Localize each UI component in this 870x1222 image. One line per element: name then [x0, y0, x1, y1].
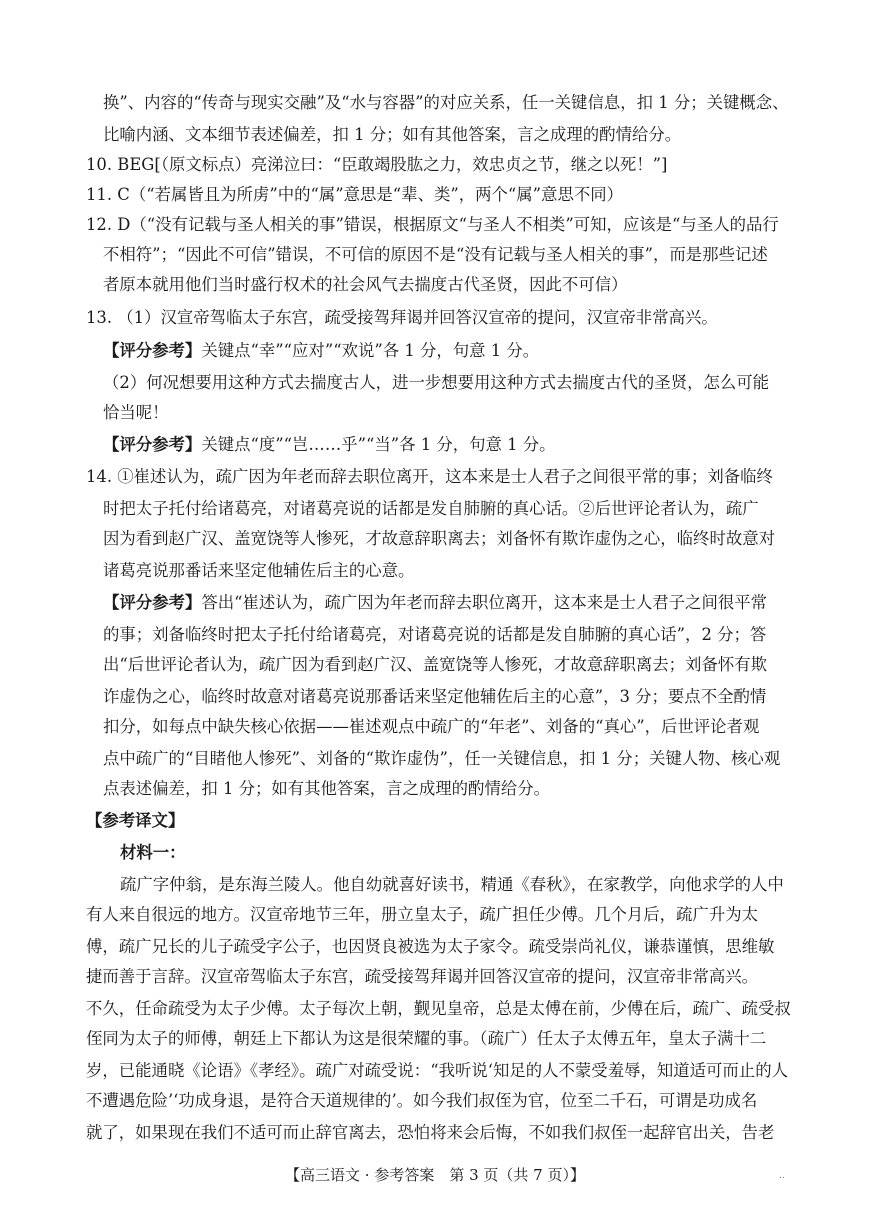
- text-line: 比喻内涵、文本细节表述偏差，扣 1 分；如有其他答案，言之成理的酌情给分。: [103, 125, 682, 144]
- text-line: 出“后世评论者认为，疏广因为看到赵广汉、盖宽饶等人惨死，才故意辞职离去；刘备怀有欺: [103, 655, 768, 674]
- text-line: 诸葛亮说那番话来坚定他辅佐后主的心意。: [103, 561, 415, 580]
- answer-12: 12. D（“没有记载与圣人相关的事”错误，根据原文“与圣人不相类”可知，应该是“与圣人的品行: [86, 215, 779, 234]
- answer-11: 11. C（“若属皆且为所虏”中的“属”意思是“辈、类”，两个“属”意思不同）: [86, 185, 624, 204]
- text-line: 点中疏广的“目睹他人惨死”、刘备的“欺诈虚伪”，任一关键信息，扣 1 分；关键人物、核心观: [103, 749, 781, 768]
- text-line: 不相符”；“因此不可信”错误，不可信的原因不是“没有记载与圣人相关的事”，而是那些记述: [103, 245, 768, 264]
- translation-ref-tag: 【参考译文】: [86, 811, 185, 830]
- translation-line: 就了，如果现在我们不适可而止辞官离去，恐怕将来会后悔，不如我们叔侄一起辞官出关，告老: [86, 1123, 775, 1142]
- score-line: [103, 340, 539, 362]
- translation-line: 侄同为太子的师傅，朝廷上下都认为这是很荣耀的事。（疏广）任太子太傅五年，皇太子满十二: [86, 1029, 767, 1048]
- translation-line: 有人来自很远的地方。汉宣帝地节三年，册立皇太子，疏广担任少傅。几个月后，疏广升为太: [86, 905, 759, 924]
- score-ref-tag: 【评分参考】: [103, 341, 202, 360]
- text-line: 的事；刘备临终时把太子托付给诸葛亮，对诸葛亮说的话都是发自肺腑的真心话”，2 分；答: [103, 625, 767, 644]
- translation-line: 捷而善于言辞。汉宣帝驾临太子东宫，疏受接驾拜谒并回答汉宣帝的提问，汉宣帝非常高兴。: [86, 967, 759, 986]
- text-line: 时把太子托付给诸葛亮，对诸葛亮说的话都是发自肺腑的真心话。②后世评论者认为，疏广: [103, 499, 759, 518]
- score-line: [103, 434, 556, 456]
- score-text: 关键点“幸”“应对”“欢说”各 1 分，句意 1 分。: [201, 341, 540, 360]
- page-footer: 【高三语文 · 参考答案 第 3 页（共 7 页）】: [285, 1166, 585, 1184]
- translation-line: 岁，已能通晓《论语》《孝经》。疏广对疏受说：“我听说‘知足的人不蒙受羞辱，知道适可而止的人: [86, 1061, 788, 1080]
- score-text: 关键点“度”“岂……乎”“当”各 1 分，句意 1 分。: [201, 435, 556, 454]
- answer-13: 13. （1）汉宣帝驾临太子东宫，疏受接驾拜谒并回答汉宣帝的提问，汉宣帝非常高兴。: [86, 308, 718, 327]
- text-line: 诈虚伪之心，临终时故意对诸葛亮说那番话来坚定他辅佐后主的心意”，3 分；要点不全酌情: [103, 687, 767, 706]
- score-line: [103, 592, 767, 614]
- text-line: 点表述偏差，扣 1 分；如有其他答案，言之成理的酌情给分。: [103, 779, 551, 798]
- translation-line: 不遭遇危险’‘功成身退，是符合天道规律的’。如今我们叔侄为官，位至二千石，可谓是功成名: [86, 1091, 758, 1110]
- text-line: （2）何况想要用这种方式去揣度古人，进一步想要用这种方式去揣度古代的圣贤，怎么可能: [103, 373, 770, 392]
- translation-line: 疏广字仲翁，是东海兰陵人。他自幼就喜好读书，精通《春秋》，在家教学，向他求学的人中: [120, 875, 784, 894]
- text-line: 因为看到赵广汉、盖宽饶等人惨死，才故意辞职离去；刘备怀有欺诈虚伪之心，临终时故意对: [103, 529, 776, 548]
- translation-line: 傅，疏广兄长的儿子疏受字公子，也因贤良被选为太子家令。疏受崇尚礼仪，谦恭谨慎，思维敏: [86, 937, 775, 956]
- translation-heading: [86, 810, 184, 832]
- score-ref-tag: 【评分参考】: [103, 435, 202, 454]
- text-line: 者原本就用他们当时盛行权术的社会风气去揣度古代圣贤，因此不可信）: [103, 275, 628, 294]
- text-line: 恰当呢！: [103, 403, 169, 422]
- text-line: 扣分，如每点中缺失核心依据——崔述观点中疏广的“年老”、刘备的“真心”，后世评论者观: [103, 717, 760, 736]
- score-text: 答出“崔述认为，疏广因为年老而辞去职位离开，这本来是士人君子之间很平常: [201, 593, 768, 612]
- answer-14: 14. ①崔述认为，疏广因为年老而辞去职位离开，这本来是士人君子之间很平常的事；刘备临终: [86, 467, 773, 486]
- corner-mark: ‥: [779, 1171, 786, 1181]
- text-line: 换”、内容的“传奇与现实交融”及“水与容器”的对应关系，任一关键信息，扣 1 分；关键概念、: [103, 93, 789, 112]
- material-label: 材料一：: [120, 843, 186, 862]
- translation-line: 不久，任命疏受为太子少傅。太子每次上朝，觐见皇帝，总是太傅在前，少傅在后，疏广、疏受叔: [86, 999, 791, 1018]
- score-ref-tag: 【评分参考】: [103, 593, 202, 612]
- answer-10: 10. BEG[（原文标点）亮涕泣曰：“臣敢竭股肱之力，效忠贞之节，继之以死！”]: [86, 155, 668, 174]
